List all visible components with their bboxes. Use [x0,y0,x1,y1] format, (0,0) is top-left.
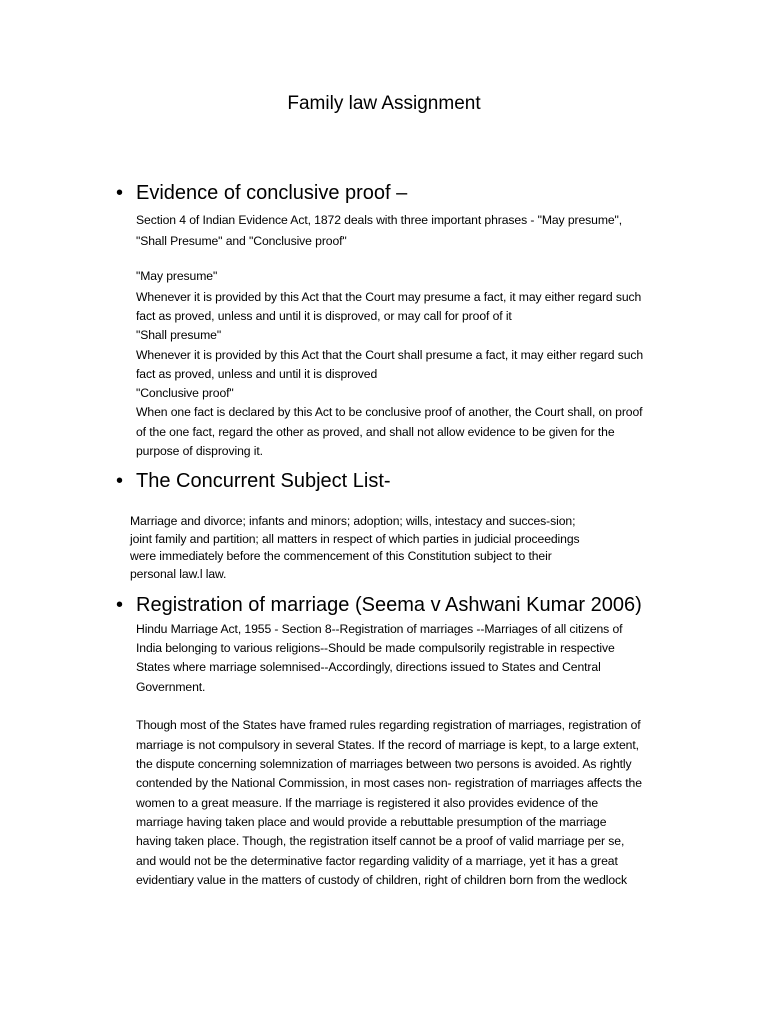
section-heading-text: Evidence of conclusive proof – [136,182,408,204]
paragraph-line: purpose of disproving it. [136,444,263,458]
paragraph-line: of the one fact, regard the other as proved, and shall not allow evidence to be given for the [136,425,615,439]
bullet-icon: • [116,182,124,204]
paragraph-line: Section 4 of Indian Evidence Act, 1872 deals with three important phrases - "May presume", [136,213,623,227]
paragraph-line: contended by the National Commission, in most cases non- registration of marriages affects the [136,776,642,790]
paragraph-line: having taken place. Though, the registration itself cannot be a proof of valid marriage per se, [136,834,625,848]
paragraph-line: Marriage and divorce; infants and minors; adoption; wills, intestacy and succes-sion; [130,514,576,528]
paragraph-line: women to a great measure. If the marriage is registered it also provides evidence of the [136,796,599,810]
paragraph-line: India belonging to various religions--Should be made compulsorily registrable in respective [136,641,615,655]
document-title: Family law Assignment [287,93,481,114]
paragraph-line: Though most of the States have framed rules regarding registration of marriages, registration of [136,718,641,732]
paragraph-line: States where marriage solemnised--Accordingly, directions issued to States and Central [136,660,601,674]
bullet-icon: • [116,470,124,492]
section-heading-text: Registration of marriage (Seema v Ashwani Kumar 2006) [136,594,642,616]
bullet-icon: • [116,594,124,616]
paragraph-line: and would not be the determinative factor regarding validity of a marriage, yet it has a great [136,854,618,868]
paragraph-line: When one fact is declared by this Act to be conclusive proof of another, the Court shall, on proof [136,405,643,419]
paragraph-line: "Shall Presume" and "Conclusive proof" [136,234,347,248]
paragraph-line: "May presume" [136,269,218,283]
paragraph-line: marriage having taken place and would provide a rebuttable presumption of the marriage [136,815,607,829]
paragraph-line: Whenever it is provided by this Act that the Court shall presume a fact, it may either regard such [136,348,644,362]
paragraph-line: personal law.l law. [130,567,227,581]
paragraph-line: the dispute concerning solemnization of marriages between two persons is avoided. As rightly [136,757,632,771]
paragraph-line: "Shall presume" [136,328,222,342]
section-heading-text: The Concurrent Subject List- [136,470,391,492]
paragraph-line: were immediately before the commencement of this Constitution subject to their [130,549,552,563]
paragraph-line: Hindu Marriage Act, 1955 - Section 8--Registration of marriages --Marriages of all citizens of [136,622,623,636]
paragraph-line: joint family and partition; all matters in respect of which parties in judicial proceedings [130,532,580,546]
paragraph-line: fact as proved, unless and until it is disproved [136,367,378,381]
paragraph-line: Government. [136,680,206,694]
paragraph-line: "Conclusive proof" [136,386,234,400]
paragraph-line: marriage is not compulsory in several States. If the record of marriage is kept, to a large extent, [136,738,639,752]
paragraph-line: evidentiary value in the matters of custody of children, right of children born from the wedlock [136,873,628,887]
paragraph-line: Whenever it is provided by this Act that the Court may presume a fact, it may either regard such [136,290,642,304]
paragraph-line: fact as proved, unless and until it is disproved, or may call for proof of it [136,309,512,323]
